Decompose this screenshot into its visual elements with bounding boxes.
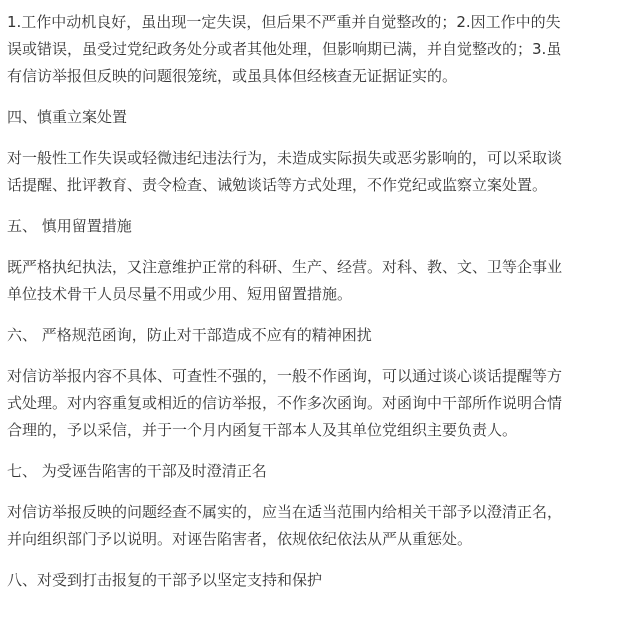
- text-line: 对一般性工作失误或轻微违纪违法行为，未造成实际损失或恶劣影响的，可以采取谈: [7, 149, 563, 167]
- text-line: 1.工作中动机良好，虽出现一定失误，但后果不严重并自觉整改的；2.因工作中的失: [7, 13, 561, 31]
- text-line: 对信访举报反映的问题经查不属实的，应当在适当范围内给相关干部予以澄清正名，: [7, 503, 563, 521]
- section-heading-8: [7, 567, 619, 594]
- text-line: 合理的，予以采信，并于一个月内函复干部本人及其单位党组织主要负责人。: [7, 421, 518, 439]
- paragraph-section-6: [7, 363, 619, 444]
- section-heading-5: [7, 213, 619, 240]
- paragraph-section-5: [7, 254, 619, 308]
- text-line: 式处理。对内容重复或相近的信访举报，不作多次函询。对函询中干部所作说明合情: [7, 394, 563, 412]
- text-line: 话提醒、批评教育、责令检查、诫勉谈话等方式处理，不作党纪或监察立案处置。: [7, 176, 548, 194]
- text-line: 误或错误，虽受过党纪政务处分或者其他处理，但影响期已满，并自觉整改的；3.虽: [7, 40, 562, 58]
- paragraph-section-4: [7, 145, 619, 199]
- text-line: 并向组织部门予以说明。对诬告陷害者，依规依纪依法从严从重惩处。: [7, 530, 473, 548]
- text-line: 有信访举报但反映的问题很笼统，或虽具体但经核查无证据证实的。: [7, 67, 458, 85]
- section-heading-4: [7, 104, 619, 131]
- heading-text: 四、慎重立案处置: [7, 108, 128, 126]
- heading-text: 五、 慎用留置措施: [7, 217, 132, 235]
- heading-text: 七、 为受诬告陷害的干部及时澄清正名: [7, 462, 267, 480]
- text-line: 单位技术骨干人员尽量不用或少用、短用留置措施。: [7, 285, 353, 303]
- paragraph-section-7: [7, 499, 619, 553]
- heading-text: 六、 严格规范函询，防止对干部造成不应有的精神困扰: [7, 326, 372, 344]
- paragraph-criteria: [7, 0, 619, 90]
- heading-text: 八、对受到打击报复的干部予以坚定支持和保护: [7, 571, 323, 589]
- section-heading-6: [7, 322, 619, 349]
- article-body: [7, 0, 619, 594]
- section-heading-7: [7, 458, 619, 485]
- text-line: 对信访举报内容不具体、可查性不强的，一般不作函询，可以通过谈心谈话提醒等方: [7, 367, 563, 385]
- text-line: 既严格执纪执法，又注意维护正常的科研、生产、经营。对科、教、文、卫等企事业: [7, 258, 563, 276]
